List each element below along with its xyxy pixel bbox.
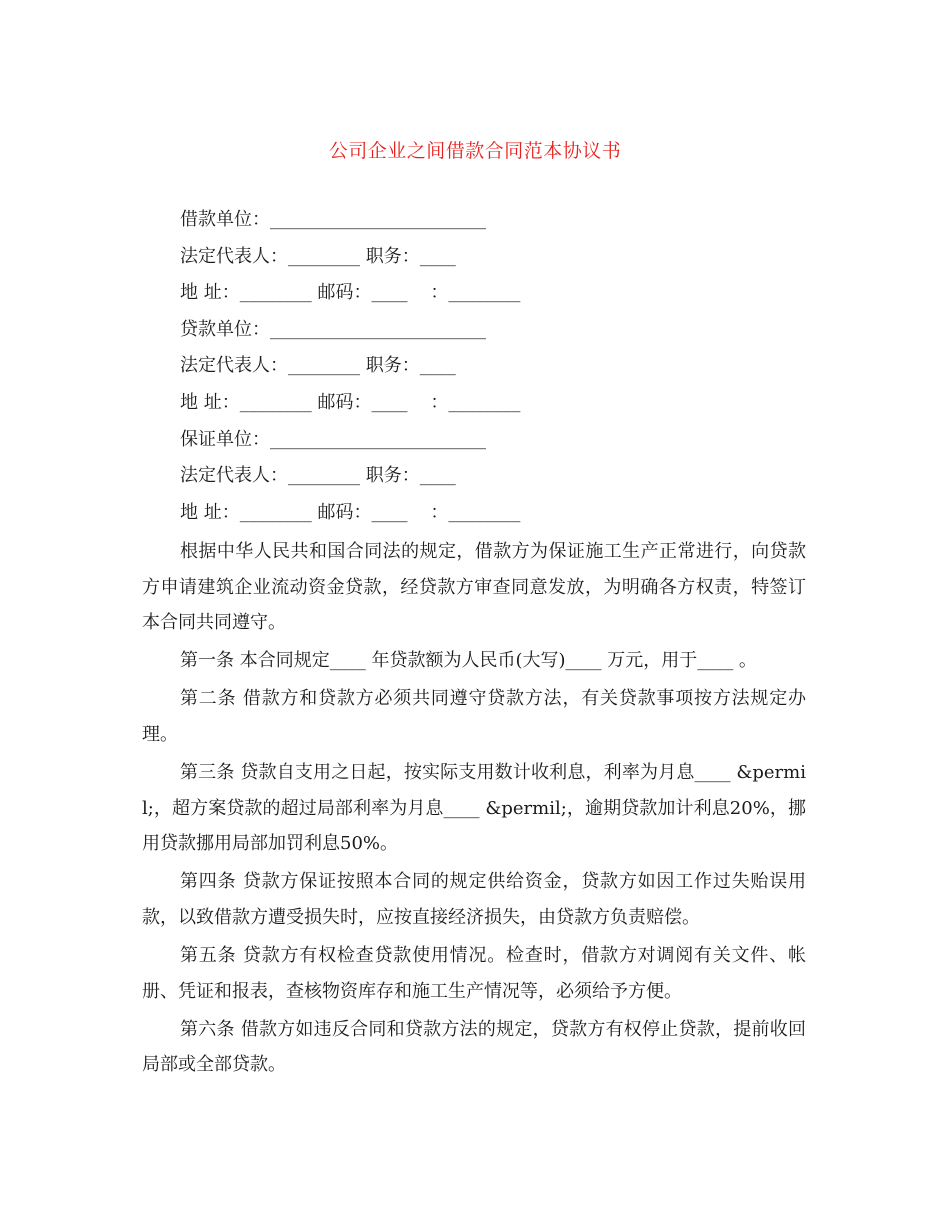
party-info-block	[180, 207, 820, 536]
contract-body	[142, 534, 806, 1085]
guarantor-representative-line: 法定代表人：________ 职务：____	[180, 465, 456, 487]
document-title: 公司企业之间借款合同范本协议书	[328, 140, 622, 162]
borrower-representative-line: 法定代表人：________ 职务：____	[180, 245, 456, 267]
article-3-paragraph: 第三条 贷款自支用之日起，按实际支用数计收利息，利率为月息____ &permil;，超方案贷款的超过局部利率为月息____ &permil;，逾期贷款加计利息20%，挪用贷款挪用局部加罚利息50%。	[142, 762, 806, 855]
article-1-paragraph: 第一条 本合同规定____ 年贷款额为人民币(大写)____ 万元，用于____ 。	[180, 650, 757, 672]
borrower-address-line: 地 址：________ 邮码：____ ：________	[180, 282, 521, 304]
article-4-paragraph: 第四条 贷款方保证按照本合同的规定供给资金，贷款方如因工作过失贻误用款，以致借款方遭受损失时，应按直接经济损失，由贷款方负责赔偿。	[142, 871, 806, 928]
lender-representative-line: 法定代表人：________ 职务：____	[180, 355, 456, 377]
article-5-paragraph: 第五条 贷款方有权检查贷款使用情况。检查时，借款方对调阅有关文件、帐册、凭证和报表，查核物资库存和施工生产情况等，必须给予方便。	[142, 945, 806, 1002]
lender-unit-line: 贷款单位：________________________	[180, 318, 486, 340]
preamble-paragraph: 根据中华人民共和国合同法的规定，借款方为保证施工生产正常进行，向贷款方申请建筑企业流动资金贷款，经贷款方审查同意发放，为明确各方权责，特签订本合同共同遵守。	[142, 541, 806, 634]
guarantor-address-line: 地 址：________ 邮码：____ ：________	[180, 501, 521, 523]
article-2-paragraph: 第二条 借款方和贷款方必须共同遵守贷款方法，有关贷款事项按方法规定办理。	[142, 688, 806, 745]
article-6-paragraph: 第六条 借款方如违反合同和贷款方法的规定，贷款方有权停止贷款，提前收回局部或全部贷款。	[142, 1018, 806, 1076]
lender-address-line: 地 址：________ 邮码：____ ：________	[180, 391, 521, 413]
guarantor-unit-line: 保证单位：________________________	[180, 428, 486, 450]
borrower-unit-line: 借款单位：________________________	[180, 209, 486, 230]
